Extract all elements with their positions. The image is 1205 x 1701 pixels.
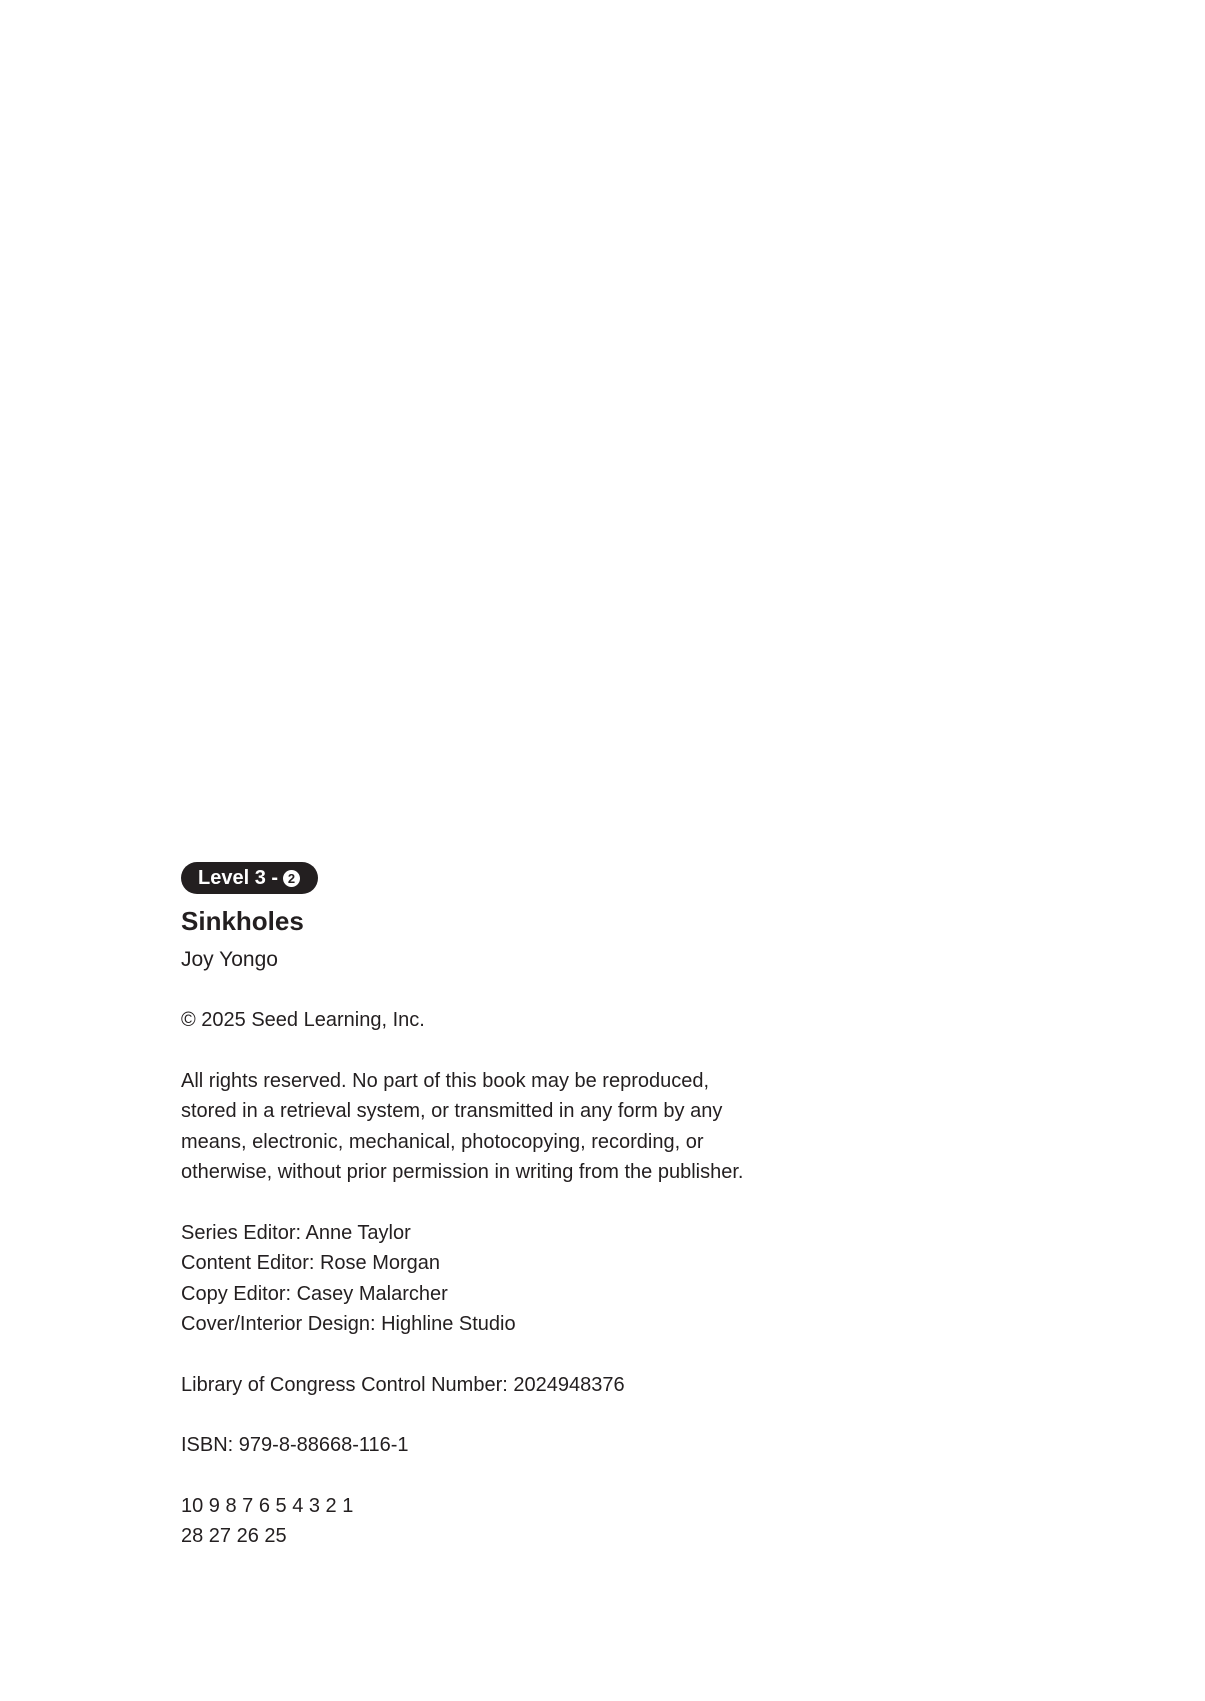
level-badge <box>181 862 318 894</box>
rights-line: All rights reserved. No part of this book may be reproduced, <box>181 1069 710 1092</box>
lccn-line: Library of Congress Control Number: 2024948376 <box>181 1373 625 1396</box>
printing-info <box>181 1491 901 1552</box>
rights-line: means, electronic, mechanical, photocopying, recording, or <box>181 1130 704 1153</box>
credit-series-editor: Series Editor: Anne Taylor <box>181 1221 411 1244</box>
rights-line: stored in a retrieval system, or transmitted in any form by any <box>181 1100 723 1122</box>
level-number-circle: 2 <box>283 870 300 887</box>
rights-statement <box>181 1066 901 1188</box>
credit-content-editor: Content Editor: Rose Morgan <box>181 1252 441 1274</box>
credit-design: Cover/Interior Design: Highline Studio <box>181 1313 516 1335</box>
credit-copy-editor: Copy Editor: Casey Malarcher <box>181 1282 448 1305</box>
rights-line: otherwise, without prior permission in writing from the publisher. <box>181 1161 744 1183</box>
book-title: Sinkholes <box>181 906 304 936</box>
print-year-line: 28 27 26 25 <box>181 1525 287 1547</box>
author-name: Joy Yongo <box>181 948 278 971</box>
copyright-notice: © 2025 Seed Learning, Inc. <box>181 1009 425 1031</box>
level-badge-label: Level 3 - <box>198 867 279 889</box>
print-number-line: 10 9 8 7 6 5 4 3 2 1 <box>181 1494 354 1517</box>
credits-list <box>181 1218 901 1340</box>
isbn-line: ISBN: 979-8-88668-116-1 <box>181 1434 409 1456</box>
copyright-page-block <box>181 862 901 1552</box>
